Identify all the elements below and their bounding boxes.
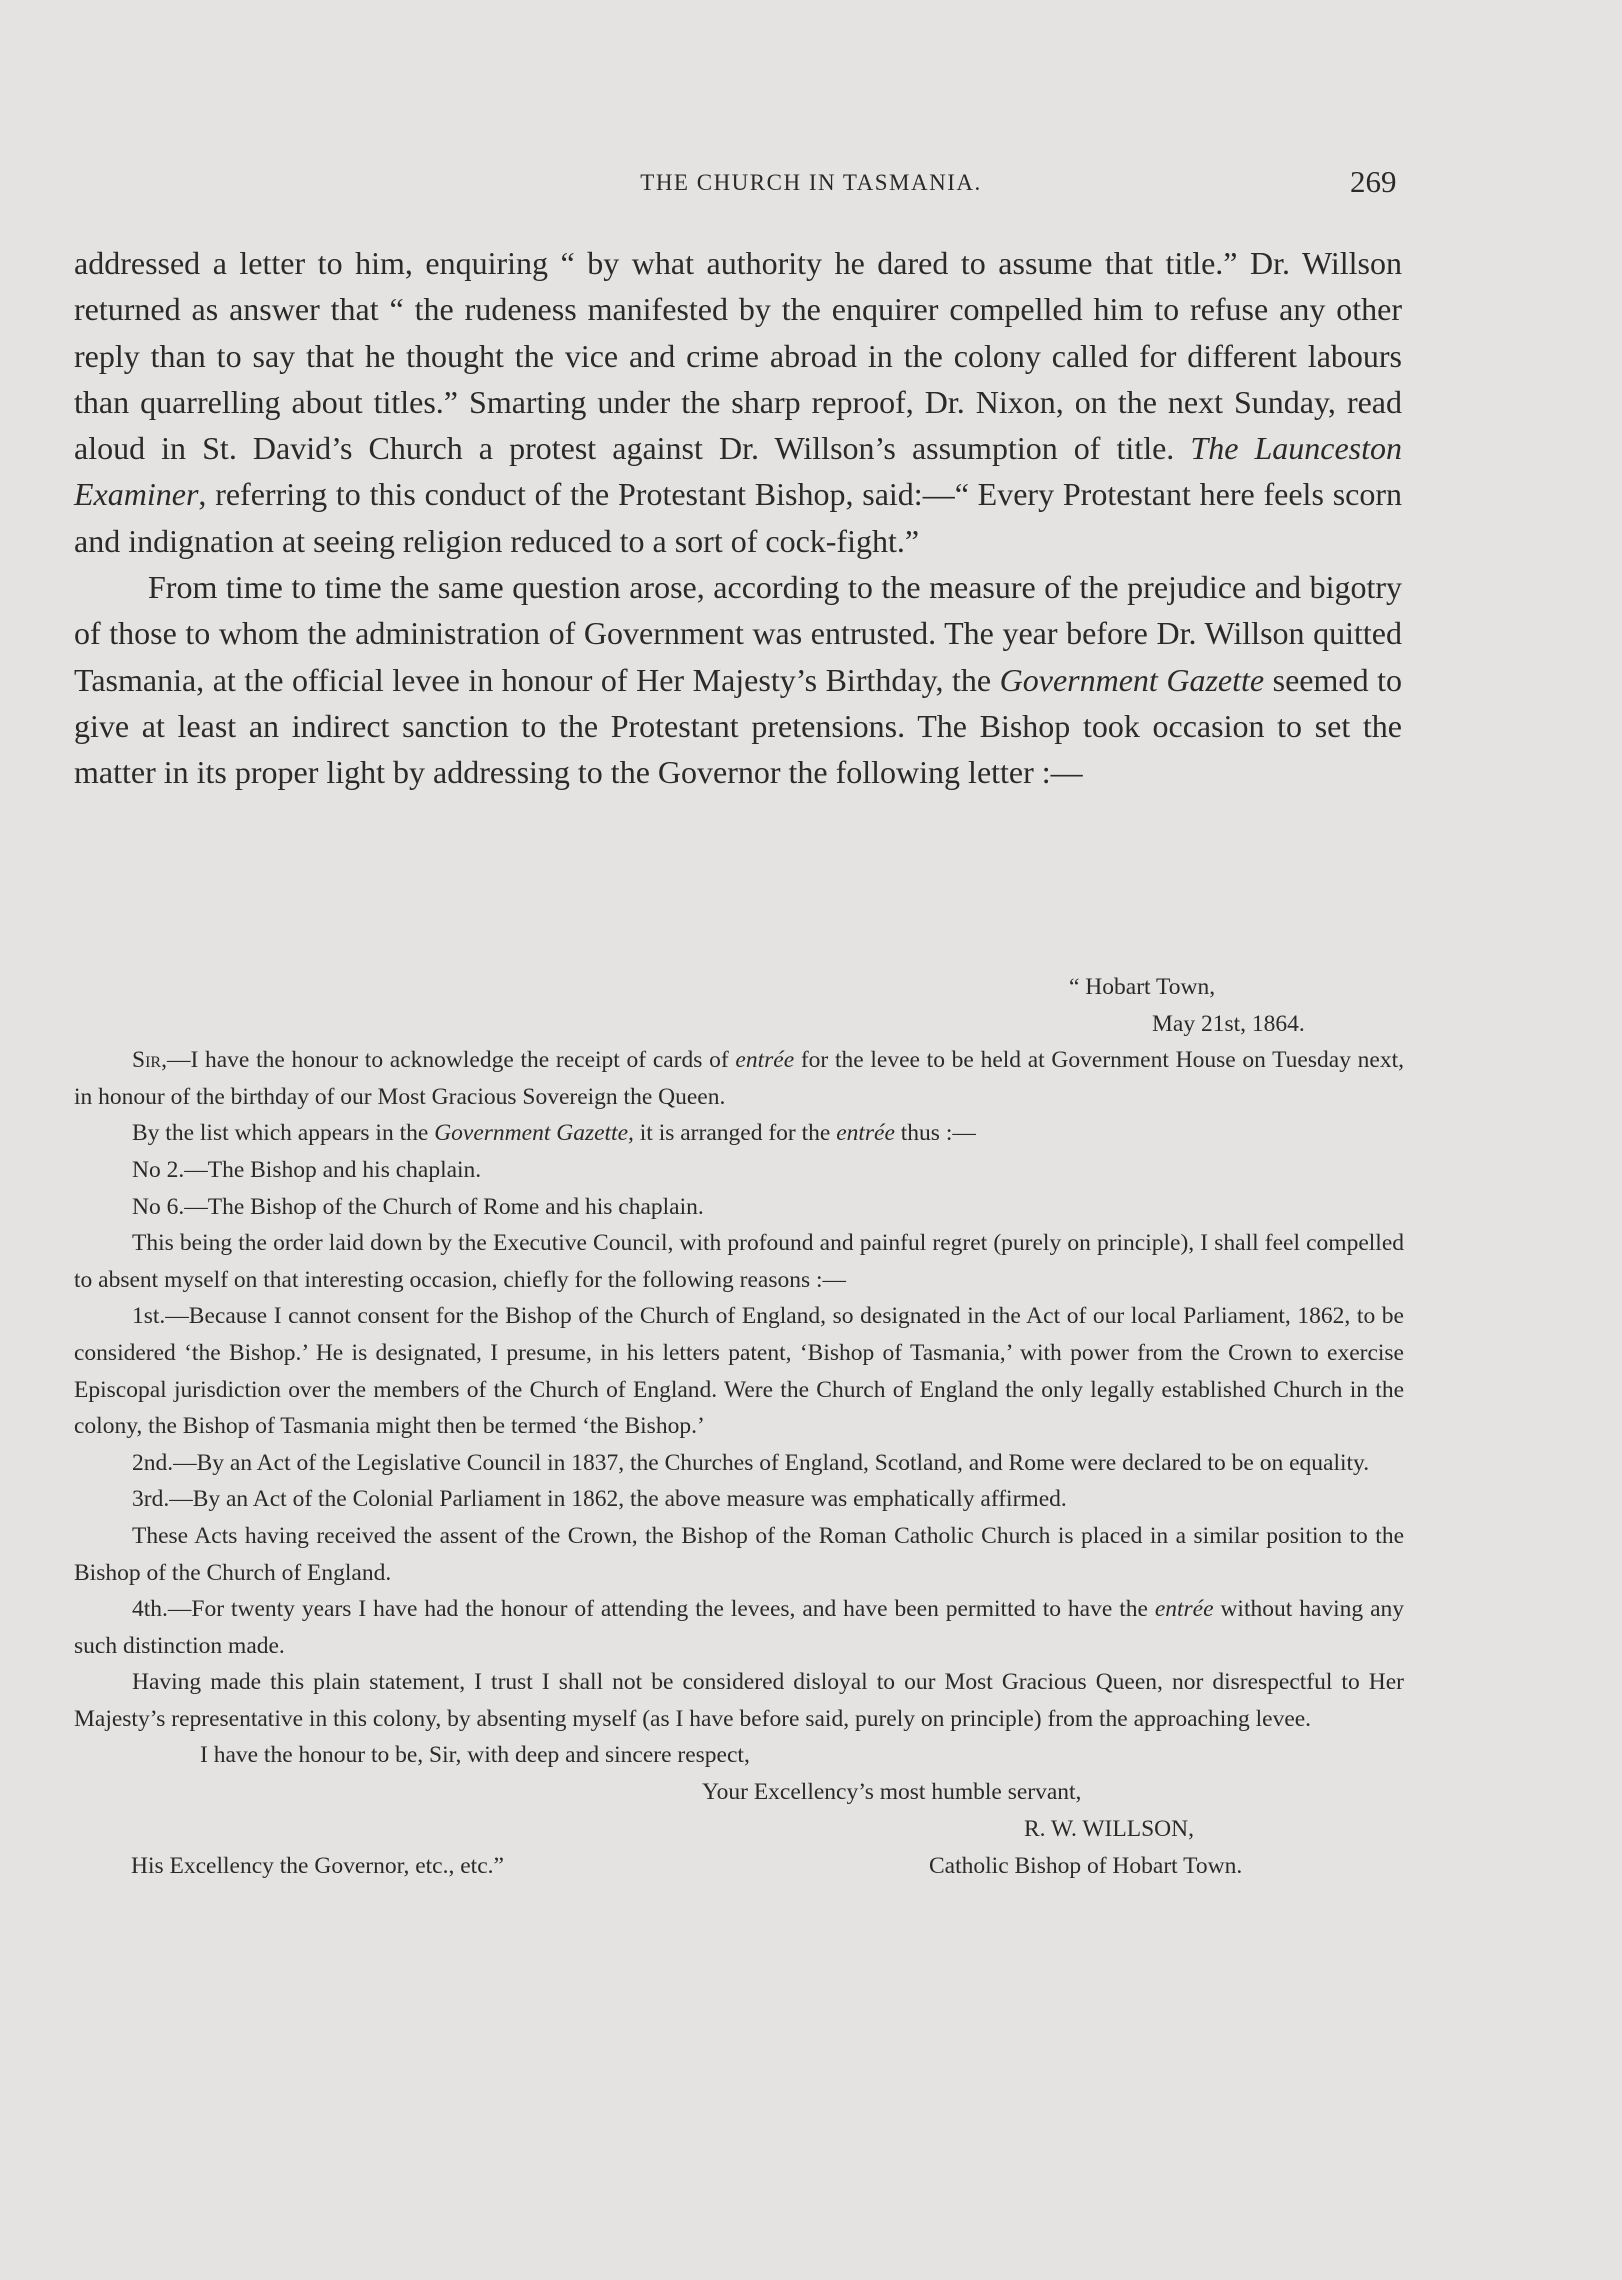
letter-paragraph-2 xyxy=(74,1115,1404,1152)
letter-p2-c: thus :— xyxy=(894,1120,976,1147)
paragraph-1 xyxy=(74,240,1402,564)
running-head: THE CHURCH IN TASMANIA. xyxy=(640,170,982,195)
letter-p1-b: for the levee to be held at Government House on Tuesday next, in honour of the birthday of our Most Gracious Sovereign the Queen. xyxy=(74,1047,1404,1110)
letter-place: “ Hobart Town, xyxy=(1069,974,1216,1000)
signature-row xyxy=(74,1811,1404,1848)
signature-title: Catholic Bishop of Hobart Town. xyxy=(929,1853,1243,1880)
addressee: His Excellency the Governor, etc., etc.” xyxy=(131,1853,504,1880)
entree-word-2: entrée xyxy=(836,1120,895,1147)
reason-1: 1st.—Because I cannot consent for the Bishop of the Church of England, so designated in the Act of our local Parliament, 1862, to be considered ‘the Bishop.’ He is designated, I presume, in his letters patent, ‘Bishop of Tasmania,’ with power from the Crown to exercise Episcopal jurisdiction over the members of the Church of England. Were the Church of England the only legally established Church in the colony, the Bishop of Tasmania might then be termed ‘the Bishop.’ xyxy=(74,1303,1404,1440)
salutation: Sir, xyxy=(132,1047,167,1074)
page-number: 269 xyxy=(1350,164,1397,199)
closing-line: I have the honour to be, Sir, with deep and sincere respect, xyxy=(200,1742,750,1769)
letter-gazette-title: Government Gazette, xyxy=(434,1120,634,1147)
entree-word-3: entrée xyxy=(1154,1596,1214,1623)
letter-p2-b: it is arranged for the xyxy=(633,1120,837,1147)
paragraph-2-text-a: From time to time the same question arose, according to the measure of the prejudice and bigotry of those to whom the administration of Government was entrusted. The year before Dr. Willson quitted Tasmania, at the official levee in honour of Her Majesty’s Birthday, the xyxy=(74,569,1402,698)
reason-4 xyxy=(74,1591,1404,1664)
reason-2: 2nd.—By an Act of the Legislative Council in 1837, the Churches of England, Scotland, and Rome were declared to be on equality. xyxy=(132,1449,1370,1476)
paragraph-2 xyxy=(74,564,1402,795)
list-item-no6: No 6.—The Bishop of the Church of Rome and his chaplain. xyxy=(132,1193,704,1220)
paragraph-2-text-b: seemed to give at least an indirect sanction to the Protestant pretensions. The Bishop took occasion to set the matter in its proper light by addressing to the Governor the following letter :— xyxy=(74,661,1402,791)
letter-paragraph-4: These Acts having received the assent of the Crown, the Bishop of the Roman Catholic Church is placed in a similar position to the Bishop of the Church of England. xyxy=(74,1522,1404,1586)
servant-row xyxy=(74,1774,1404,1811)
letter-paragraph-3: This being the order laid down by the Executive Council, with profound and painful regret (purely on principle), I shall feel compelled to absent myself on that interesting occasion, chiefly for the following reasons :— xyxy=(74,1230,1404,1293)
paragraph-1-text-b: , referring to this conduct of the Protestant Bishop, said:—“ Every Protestant here feels scorn and indignation at seeing religion reduced to a sort of cock-fight.” xyxy=(74,476,1402,559)
letter-p2-a: By the list which appears in the xyxy=(132,1120,435,1147)
signature: R. W. WILLSON, xyxy=(1024,1816,1194,1843)
servant-line: Your Excellency’s most humble servant, xyxy=(702,1779,1082,1806)
paragraph-1-text-a: addressed a letter to him, enquiring “ by what authority he dared to assume that title.” Dr. Willson returned as answer that “ the rudeness manifested by the enquirer compelled him to refuse any other reply than to say that he thought the vice and crime abroad in the colony called for different labours than quarrelling about titles.” Smarting under the sharp reproof, Dr. Nixon, on the next Sunday, read aloud in St. David’s Church a protest against Dr. Willson’s assumption of title. xyxy=(74,245,1402,467)
footer-row xyxy=(74,1848,1404,1885)
reason-3: 3rd.—By an Act of the Colonial Parliament in 1862, the above measure was emphatically affirmed. xyxy=(132,1486,1067,1513)
gazette-title: Government Gazette xyxy=(999,661,1265,698)
quoted-letter xyxy=(74,969,1404,1885)
body-text xyxy=(74,240,1402,796)
letter-paragraph-5: Having made this plain statement, I trust I shall not be considered disloyal to our Most Gracious Queen, nor disrespectful to Her Majesty’s representative in this colony, by absenting myself (as I have before said, purely on principle) from the approaching levee. xyxy=(74,1669,1404,1732)
reason-4-b: without having any such distinction made. xyxy=(74,1596,1404,1659)
newspaper-title: The Launceston Examiner xyxy=(74,430,1403,513)
reason-4-a: 4th.—For twenty years I have had the honour of attending the levees, and have been permitted to have the xyxy=(132,1596,1155,1623)
letter-paragraph-1 xyxy=(74,1042,1404,1115)
entree-word: entrée xyxy=(735,1047,795,1074)
letter-date: May 21st, 1864. xyxy=(1152,1010,1305,1037)
list-item-no2: No 2.—The Bishop and his chaplain. xyxy=(132,1156,482,1183)
letter-p1-a: —I have the honour to acknowledge the receipt of cards of xyxy=(166,1047,736,1074)
